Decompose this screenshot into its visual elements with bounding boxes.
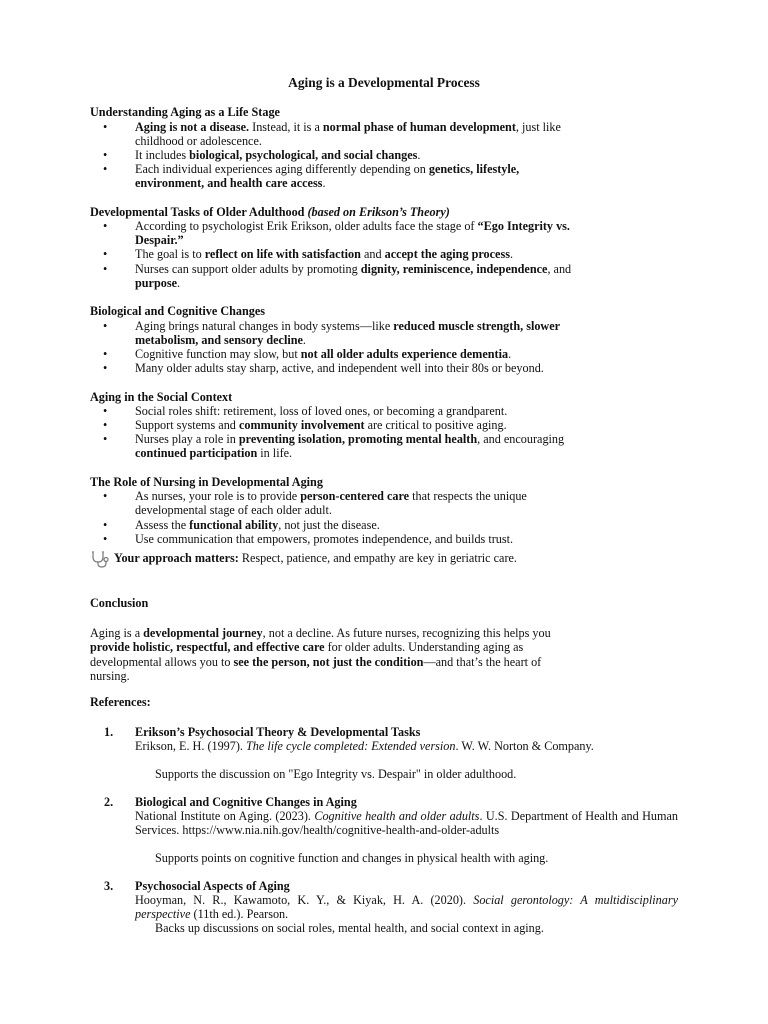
- bullet-marker: •: [103, 319, 108, 333]
- heading-note: (based on Erikson’s Theory): [307, 205, 450, 219]
- reference-citation: Erikson, E. H. (1997). The life cycle completed: Extended version. W. W. Norton & Company.: [135, 739, 594, 753]
- bullet-marker: •: [103, 432, 108, 446]
- reference-number: 2.: [104, 795, 114, 809]
- bullet-text: Nurses can support older adults by promoting dignity, reminiscence, independence, and purpose.: [135, 262, 572, 291]
- bullet-marker: •: [103, 162, 108, 176]
- bullet-text: Many older adults stay sharp, active, and independent well into their 80s or beyond.: [135, 361, 544, 375]
- reference-number: 3.: [104, 879, 114, 893]
- bullet-marker: •: [103, 404, 108, 418]
- bullet-text: Aging brings natural changes in body systems—like reduced muscle strength, slower metabolism, and sensory decline.: [135, 319, 561, 348]
- reference-note: Supports points on cognitive function and changes in physical health with aging.: [155, 851, 549, 865]
- bullet-marker: •: [103, 347, 108, 361]
- bullet-text: According to psychologist Erik Erikson, older adults face the stage of “Ego Integrity vs. Despair.”: [135, 219, 570, 248]
- bullet-text: Nurses play a role in preventing isolation, promoting mental health, and encouraging continued participation in life.: [135, 432, 565, 461]
- bullet-text: Social roles shift: retirement, loss of loved ones, or becoming a grandparent.: [135, 404, 508, 418]
- bullet-marker: •: [103, 518, 108, 532]
- section-heading: Developmental Tasks of Older Adulthood (based on Erikson’s Theory): [90, 205, 450, 219]
- stethoscope-icon: [90, 550, 110, 568]
- bullet-marker: •: [103, 247, 108, 261]
- bullet-text: Cognitive function may slow, but not all older adults experience dementia.: [135, 347, 512, 361]
- reference-citation: National Institute on Aging. (2023). Cognitive health and older adults. U.S. Department of Health and Human Services. https://www.nia.nih.gov/health/cognitive-health-and-older-adults: [135, 809, 678, 838]
- bullet-text: Each individual experiences aging differently depending on genetics, lifestyle, environment, and health care access.: [135, 162, 520, 191]
- reference-title: Erikson’s Psychosocial Theory & Developmental Tasks: [135, 725, 421, 739]
- conclusion-heading: Conclusion: [90, 596, 149, 610]
- reference-citation: Hooyman, N. R., Kawamoto, K. Y., & Kiyak, H. A. (2020). Social gerontology: A multidisciplinary perspective (11th ed.). Pearson.: [135, 893, 678, 922]
- bullet-marker: •: [103, 361, 108, 375]
- bullet-text: It includes biological, psychological, and social changes.: [135, 148, 421, 162]
- section-heading: Understanding Aging as a Life Stage: [90, 105, 280, 119]
- bullet-text: As nurses, your role is to provide person-centered care that respects the unique developmental stage of each older adult.: [135, 489, 527, 518]
- bullet-marker: •: [103, 219, 108, 233]
- section-heading: Aging in the Social Context: [90, 390, 233, 404]
- bullet-text: Use communication that empowers, promotes independence, and builds trust.: [135, 532, 514, 546]
- bullet-marker: •: [103, 489, 108, 503]
- bullet-text: The goal is to reflect on life with satisfaction and accept the aging process.: [135, 247, 513, 261]
- bullet-marker: •: [103, 418, 108, 432]
- reference-title: Biological and Cognitive Changes in Aging: [135, 795, 357, 809]
- conclusion-text: Aging is a developmental journey, not a decline. As future nurses, recognizing this helps you provide holistic, respectful, and effective care for older adults. Understanding aging as developmental allows you to see the person, not just the condition—and that’s the heart of nursing.: [90, 626, 551, 683]
- bullet-text: Aging is not a disease. Instead, it is a normal phase of human development, just like childhood or adolescence.: [135, 120, 561, 149]
- references-heading: References:: [90, 695, 151, 709]
- reference-title: Psychosocial Aspects of Aging: [135, 879, 290, 893]
- bullet-text: Assess the functional ability, not just the disease.: [135, 518, 380, 532]
- section-heading: Biological and Cognitive Changes: [90, 304, 266, 318]
- reference-note: Backs up discussions on social roles, mental health, and social context in aging.: [155, 921, 544, 935]
- bullet-marker: •: [103, 262, 108, 276]
- bullet-marker: •: [103, 148, 108, 162]
- reference-note: Supports the discussion on "Ego Integrity vs. Despair" in older adulthood.: [155, 767, 517, 781]
- reference-number: 1.: [104, 725, 114, 739]
- page-title: Aging is a Developmental Process: [288, 75, 480, 90]
- bullet-marker: •: [103, 120, 108, 134]
- section-heading: The Role of Nursing in Developmental Aging: [90, 475, 323, 489]
- bullet-marker: •: [103, 532, 108, 546]
- approach-note: Your approach matters: Respect, patience, and empathy are key in geriatric care.: [114, 551, 517, 565]
- bullet-text: Support systems and community involvement are critical to positive aging.: [135, 418, 507, 432]
